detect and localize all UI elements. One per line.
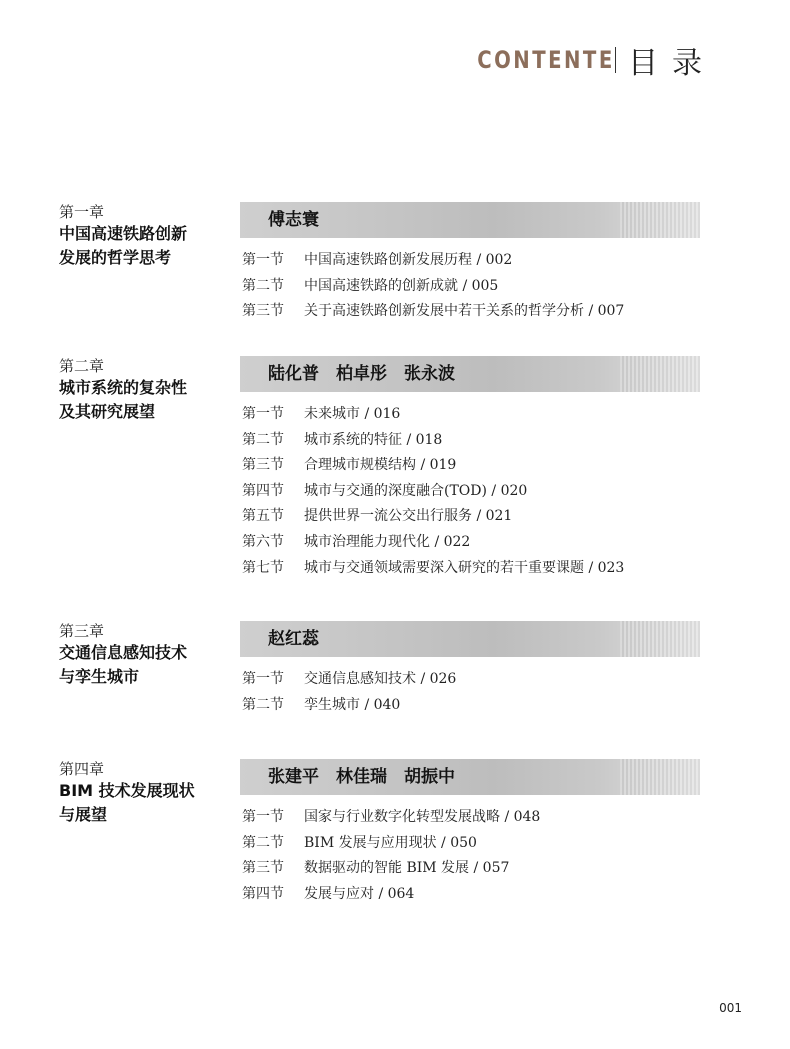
section-number: 第四节 bbox=[242, 482, 284, 499]
section-entry[interactable] bbox=[242, 428, 624, 454]
section-number: 第三节 bbox=[242, 457, 284, 474]
section-number: 第一节 bbox=[242, 252, 284, 268]
header-chinese-title: 目录 bbox=[628, 46, 716, 81]
section-entry[interactable] bbox=[242, 453, 624, 479]
chapter-authors: 陆化普 柏卓彤 张永波 bbox=[268, 364, 455, 384]
section-number: 第三节 bbox=[242, 860, 284, 877]
section-entry[interactable] bbox=[242, 299, 624, 325]
chapter-title-line: 发展的哲学思考 bbox=[59, 248, 172, 267]
author-bar bbox=[240, 356, 700, 392]
chapter-label: 第二章 bbox=[59, 357, 105, 375]
section-title: 城市系统的特征 / 018 bbox=[304, 431, 443, 448]
section-list bbox=[242, 402, 624, 581]
chapter-title-line: 及其研究展望 bbox=[59, 402, 156, 421]
section-title: 发展与应对 / 064 bbox=[304, 885, 415, 902]
section-title: 数据驱动的智能 BIM 发展 / 057 bbox=[304, 860, 510, 877]
section-number: 第三节 bbox=[242, 303, 284, 320]
section-number: 第五节 bbox=[242, 508, 284, 525]
section-entry[interactable] bbox=[242, 274, 624, 300]
section-entry[interactable] bbox=[242, 667, 456, 693]
chapter-title-line: 与展望 bbox=[59, 805, 108, 824]
chapter-title[interactable] bbox=[59, 779, 229, 827]
chapter-title[interactable] bbox=[59, 376, 229, 424]
section-list bbox=[242, 248, 624, 325]
section-entry[interactable] bbox=[242, 402, 624, 428]
section-title: 城市治理能力现代化 / 022 bbox=[304, 533, 471, 550]
header-latin-title: CONTENTE bbox=[477, 46, 615, 74]
chapter-authors: 张建平 林佳瑞 胡振中 bbox=[268, 767, 455, 787]
section-entry[interactable] bbox=[242, 556, 624, 582]
chapter-title[interactable] bbox=[59, 641, 229, 689]
section-number: 第二节 bbox=[242, 277, 284, 294]
section-title: 城市与交通的深度融合(TOD) / 020 bbox=[304, 482, 528, 499]
section-title: 关于高速铁路创新发展中若干关系的哲学分析 / 007 bbox=[304, 303, 625, 320]
chapter-title-line: 交通信息感知技术 bbox=[59, 643, 188, 662]
section-title: 合理城市规模结构 / 019 bbox=[304, 457, 457, 474]
section-title: 孪生城市 / 040 bbox=[304, 696, 401, 713]
chapter-label: 第四章 bbox=[59, 760, 105, 778]
section-entry[interactable] bbox=[242, 504, 624, 530]
section-entry[interactable] bbox=[242, 693, 456, 719]
chapter-title-line: 与孪生城市 bbox=[59, 667, 140, 686]
section-number: 第二节 bbox=[242, 834, 284, 851]
page-number: 001 bbox=[719, 1001, 742, 1015]
chapter-title-line: 城市系统的复杂性 bbox=[59, 378, 188, 397]
chapter-title[interactable] bbox=[59, 222, 229, 270]
section-entry[interactable] bbox=[242, 248, 624, 274]
section-entry[interactable] bbox=[242, 831, 540, 857]
chapter-title-line: 中国高速铁路创新 bbox=[59, 224, 188, 243]
section-title: 交通信息感知技术 / 026 bbox=[304, 671, 457, 687]
chapter-authors: 傅志寰 bbox=[268, 210, 319, 230]
chapter-authors: 赵红蕊 bbox=[268, 629, 319, 649]
section-number: 第一节 bbox=[242, 809, 284, 825]
section-number: 第一节 bbox=[242, 671, 284, 687]
chapter-label: 第三章 bbox=[59, 622, 105, 640]
section-list bbox=[242, 805, 540, 907]
chapter-label: 第一章 bbox=[59, 203, 105, 221]
section-number: 第七节 bbox=[242, 559, 284, 576]
header-divider bbox=[615, 47, 616, 73]
section-entry[interactable] bbox=[242, 530, 624, 556]
author-bar bbox=[240, 759, 700, 795]
author-bar bbox=[240, 202, 700, 238]
section-title: BIM 发展与应用现状 / 050 bbox=[304, 834, 477, 851]
section-title: 中国高速铁路创新发展历程 / 002 bbox=[304, 252, 513, 268]
section-entry[interactable] bbox=[242, 479, 624, 505]
section-number: 第二节 bbox=[242, 431, 284, 448]
section-title: 国家与行业数字化转型发展战略 / 048 bbox=[304, 809, 541, 825]
section-title: 未来城市 / 016 bbox=[304, 406, 401, 422]
section-number: 第一节 bbox=[242, 406, 284, 422]
toc-header bbox=[447, 40, 716, 81]
section-list bbox=[242, 667, 456, 718]
section-title: 城市与交通领域需要深入研究的若干重要课题 / 023 bbox=[304, 559, 625, 576]
section-number: 第四节 bbox=[242, 885, 284, 902]
section-number: 第六节 bbox=[242, 533, 284, 550]
section-entry[interactable] bbox=[242, 856, 540, 882]
section-title: 提供世界一流公交出行服务 / 021 bbox=[304, 508, 513, 525]
chapter-title-line: BIM 技术发展现状 bbox=[59, 781, 195, 800]
section-title: 中国高速铁路的创新成就 / 005 bbox=[304, 277, 499, 294]
section-number: 第二节 bbox=[242, 696, 284, 713]
section-entry[interactable] bbox=[242, 882, 540, 908]
section-entry[interactable] bbox=[242, 805, 540, 831]
author-bar bbox=[240, 621, 700, 657]
